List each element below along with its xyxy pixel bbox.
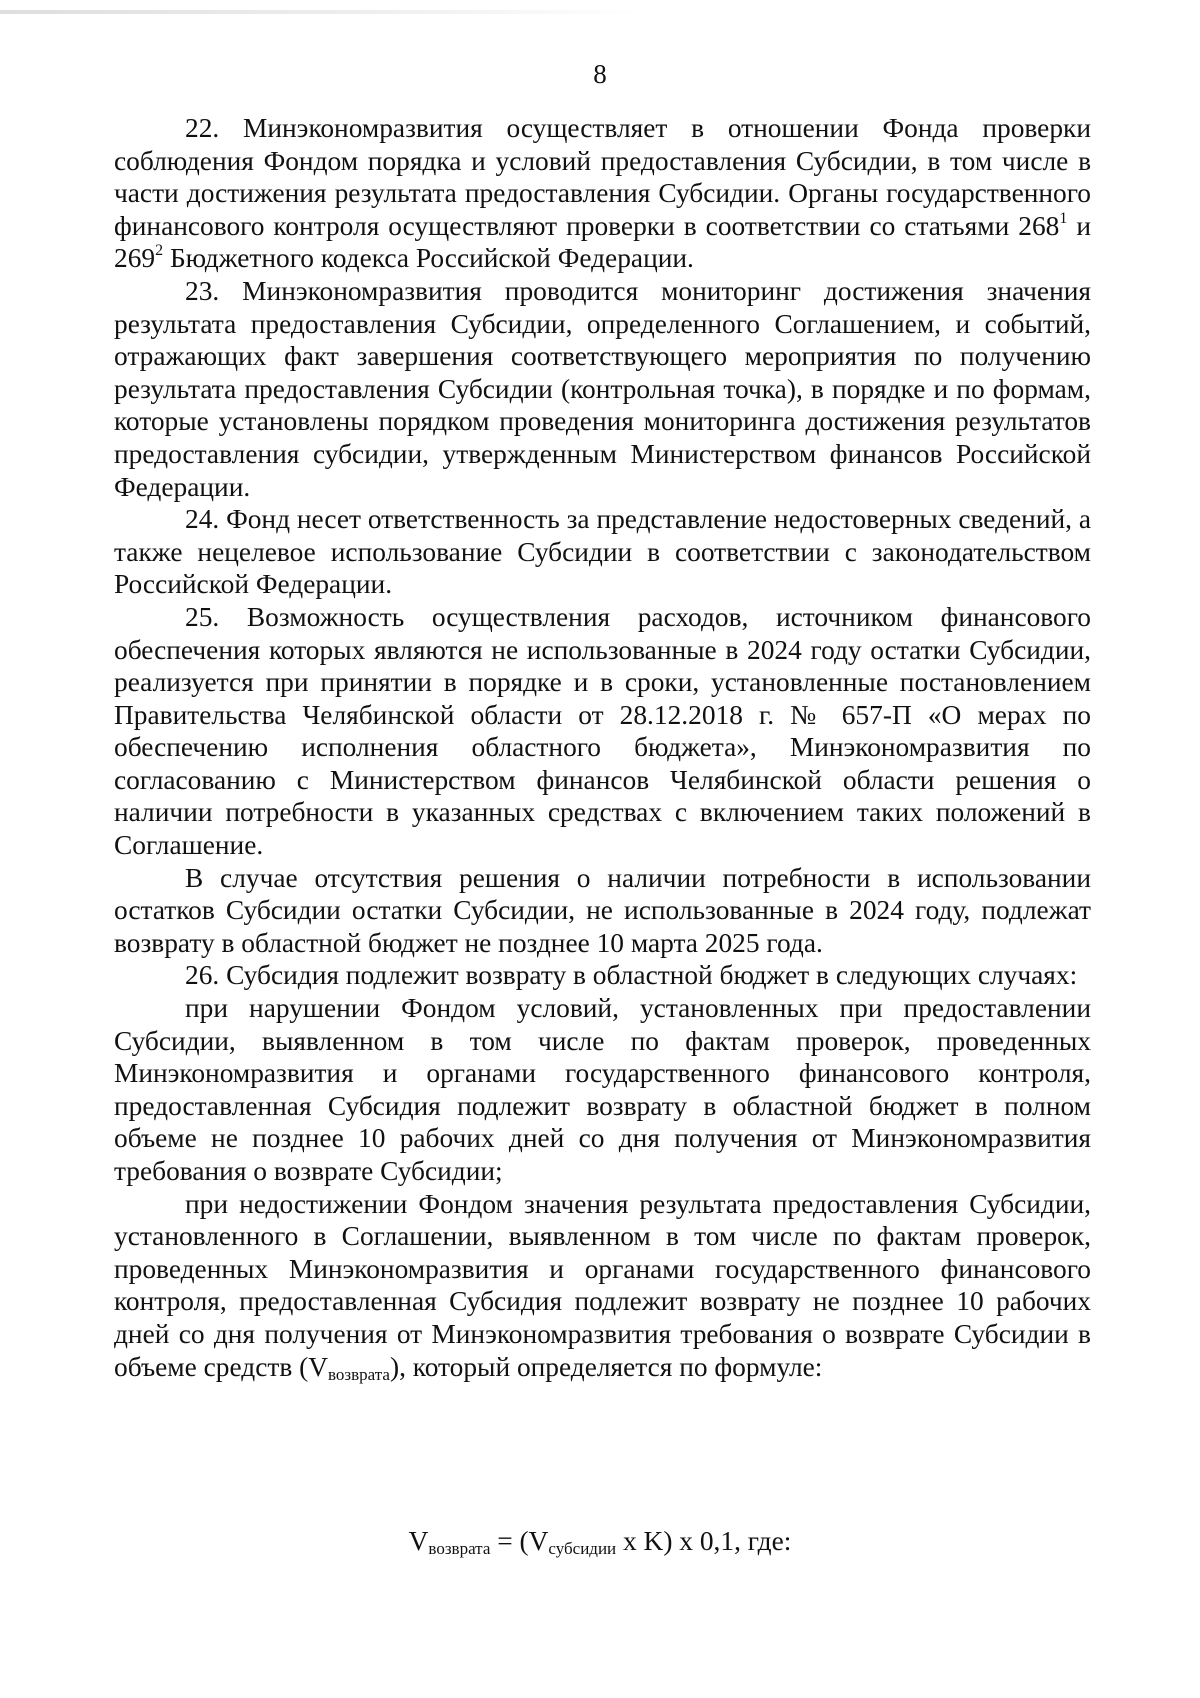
subscript-vozvrata: возврата <box>328 1364 390 1384</box>
formula-sub-vozvrata: возврата <box>428 1539 491 1558</box>
paragraph-23: 23. Минэкономразвития проводится мониторинг достижения значения результата предоставления Субсидии, определенного Соглашением, и событий, отражающих факт завершения соответствующего мероприятия по получению результата предоставления Субсидии (контрольная точка), в порядке и по формам, которые установлены порядком проведения мониторинга достижения результатов предоставления субсидии, утвержденным Министерством финансов Российской Федерации. <box>114 275 1091 502</box>
paragraph-26b-text: при недостижении Фондом значения результата предоставления Субсидии, установленного в Соглашении, выявленном в том числе по фактам проверок, проведенных Минэкономразвития и органами государственного финансового контроля, предоставленная Субсидия подлежит возврату не позднее 10 рабочих дней со дня получения от Минэкономразвития требования о возврате Субсидии в объеме средств (V <box>114 1188 1091 1382</box>
paragraph-26: 26. Субсидия подлежит возврату в областной бюджет в следующих случаях: <box>185 960 1078 991</box>
paragraph-25-continuation: В случае отсутствия решения о наличии потребности в использовании остатков Субсидии остатки Субсидии, не использованные в 2024 году, подлежат возврату в областной бюджет не позднее 10 марта 2025 года. <box>114 862 1091 958</box>
paragraph-26-case-violation: при нарушении Фондом условий, установленных при предоставлении Субсидии, выявленном в том числе по фактам проверок, проведенных Минэкономразвития и органами государственного финансового контроля, предоставленная Субсидия подлежит возврату в областной бюджет в полном объеме не позднее 10 рабочих дней со дня получения от Минэкономразвития требования о возврате Субсидии; <box>114 993 1091 1186</box>
paragraph-22-end: Бюджетного кодекса Российской Федерации. <box>163 243 694 274</box>
document-body <box>114 112 1091 1383</box>
superscript-1: 1 <box>1059 209 1068 227</box>
formula-v1: V <box>408 1526 429 1556</box>
formula <box>0 1524 1200 1558</box>
paragraph-22-text: 22. Минэкономразвития осуществляет в отношении Фонда проверки соблюдения Фондом порядка и условий предоставления Субсидии, в том числе в части достижения результата предоставления Субсидии. Органы государственного финансового контроля осуществляют проверки в соответствии со статьями 268 <box>114 113 1091 241</box>
paragraph-25: 25. Возможность осуществления расходов, источником финансового обеспечения которых являются не использованные в 2024 году остатки Субсидии, реализуется при принятии в порядке и в сроки, установленные постановлением Правительства Челябинской области от 28.12.2018 г. № 657-П «О мерах по обеспечению исполнения областного бюджета», Минэкономразвития по согласованию с Министерством финансов Челябинской области решения о наличии потребности в указанных средствах с включением таких положений в Соглашение. <box>114 601 1091 861</box>
page-number: 8 <box>593 59 607 89</box>
superscript-2: 2 <box>155 242 164 260</box>
formula-mid: = (V <box>490 1526 549 1556</box>
paragraph-26-case-non-achievement <box>114 1188 1091 1384</box>
formula-tail: x K) x 0,1, где: <box>616 1526 792 1556</box>
formula-sub-subsidii: субсидии <box>548 1539 617 1558</box>
scan-artifact <box>0 10 640 14</box>
paragraph-24: 24. Фонд несет ответственность за представление недостоверных сведений, а также нецелевое использование Субсидии в соответствии с законодательством Российской Федерации. <box>114 504 1091 600</box>
paragraph-26b-end: ), который определяется по формуле: <box>389 1351 823 1382</box>
paragraph-22 <box>114 112 1091 275</box>
paragraph-22-middle: и 269 <box>114 210 1091 274</box>
